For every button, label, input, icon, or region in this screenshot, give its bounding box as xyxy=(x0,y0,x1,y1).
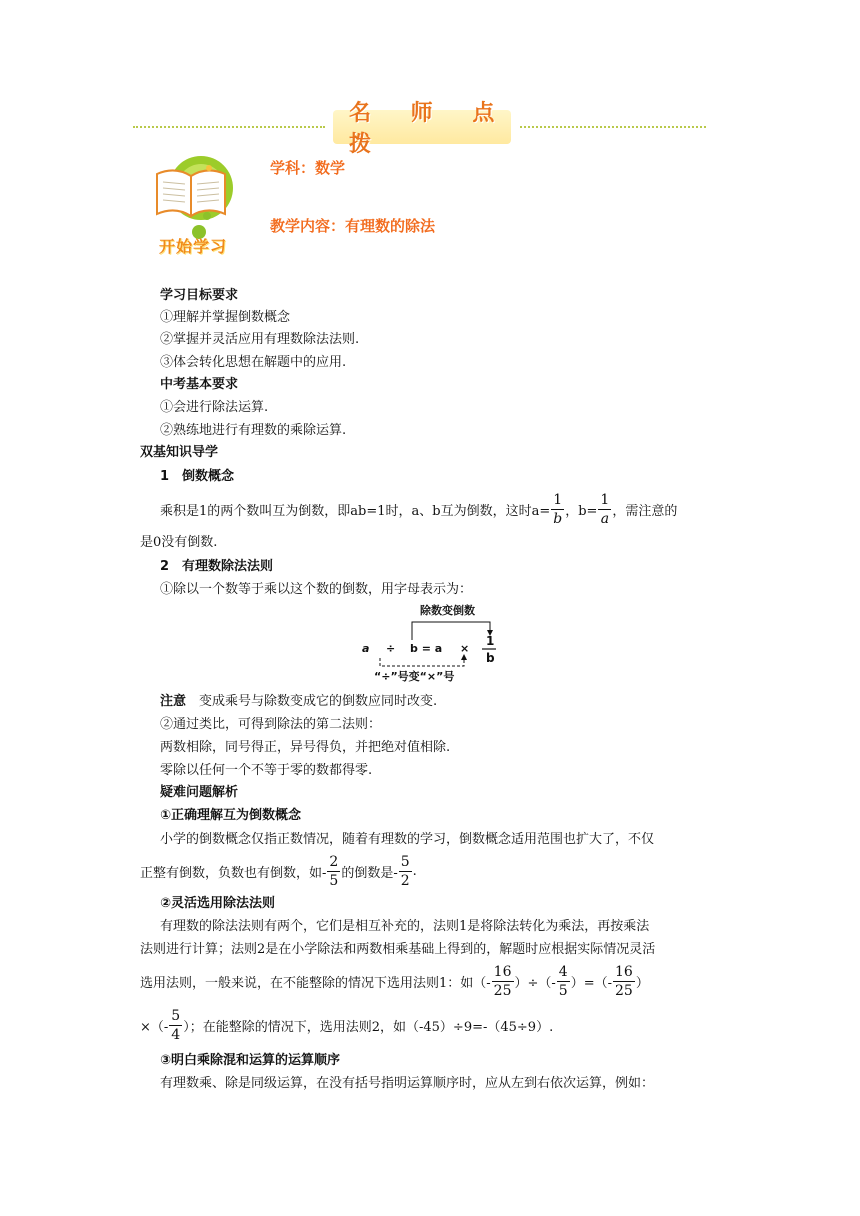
fraction-5-over-2 xyxy=(399,853,412,890)
fraction-16-over-25-b xyxy=(613,963,635,1000)
banner-title: 名 师 点 拨 xyxy=(349,101,511,157)
exam-item-2: ②熟练地进行有理数的乘除运算. xyxy=(160,423,347,438)
denominator: b xyxy=(553,510,563,527)
diagram-top-label: 除数变倒数 xyxy=(420,604,475,617)
numerator: 5 xyxy=(400,853,410,870)
exam-item-1: ①会进行除法运算. xyxy=(160,400,269,415)
numerator: 16 xyxy=(615,963,633,980)
diagram-a: a xyxy=(362,642,370,655)
denominator: a xyxy=(600,510,610,527)
diagram-num: 1 xyxy=(486,634,495,648)
fraction-16-over-25 xyxy=(492,963,514,1000)
section-1-heading: 1 倒数概念 xyxy=(160,469,235,484)
goal-item-3: ③体会转化思想在解题中的应用. xyxy=(160,355,347,370)
section-2-heading: 2 有理数除法法则 xyxy=(160,559,274,574)
p2-text-d: ） xyxy=(635,975,649,991)
knowledge-heading: 双基知识导学 xyxy=(140,445,219,460)
rule-1-line: ①除以一个数等于乘以这个数的倒数，用字母表示为： xyxy=(160,582,473,597)
note-line xyxy=(160,691,437,713)
rule-2-a: 两数相除，同号得正，异号得负，并把绝对值相除. xyxy=(160,740,451,755)
denominator: 2 xyxy=(400,872,410,889)
denominator: 4 xyxy=(171,1026,181,1043)
denominator: 5 xyxy=(558,982,568,999)
denominator: 5 xyxy=(329,872,339,889)
point-2-line-1: 有理数的除法法则有两个，它们是相互补充的，法则1是将除法转化为乘法，再按乘法 xyxy=(160,919,650,934)
point-1-line-2 xyxy=(140,850,417,892)
point-3-heading: ③明白乘除混和运算的运算顺序 xyxy=(160,1053,341,1068)
numerator: 4 xyxy=(558,963,568,980)
numerator: 1 xyxy=(553,491,563,508)
diagram-divide: ÷ xyxy=(386,642,396,655)
diagram-times: × xyxy=(460,642,470,655)
content-label: 教学内容：有理数的除法 xyxy=(270,217,436,235)
reciprocal-text-d: 是0没有倒数. xyxy=(140,535,218,550)
p2-text-c: ）=（- xyxy=(570,975,613,991)
goal-item-1: ①理解并掌握倒数概念 xyxy=(160,310,291,325)
fraction-2-over-5 xyxy=(327,853,340,890)
p2-text-a: 选用法则，一般来说，在不能整除的情况下选用法则1：如（- xyxy=(140,975,491,991)
right-dotted-rule xyxy=(520,126,706,128)
goal-item-2: ②掌握并灵活应用有理数除法法则. xyxy=(160,332,360,347)
logo-caption: 开始学习 xyxy=(159,237,228,256)
diagram-den: b xyxy=(486,651,495,665)
denominator: 25 xyxy=(615,982,633,999)
fraction-1-over-b xyxy=(551,491,564,528)
numerator: 1 xyxy=(600,491,610,508)
rule-2-intro: ②通过类比，可得到除法的第二法则： xyxy=(160,717,382,732)
exam-heading: 中考基本要求 xyxy=(160,377,239,392)
p2-text-f: ）；在能整除的情况下，选用法则2，如（-45）÷9=-（45÷9）. xyxy=(183,1019,554,1035)
p1-text-b: 的倒数是- xyxy=(341,865,398,881)
point-2-line-3 xyxy=(140,960,649,1002)
numerator: 2 xyxy=(329,853,339,870)
diagram-b-eq-a: b = a xyxy=(410,642,443,655)
point-2-heading: ②灵活选用除法法则 xyxy=(160,896,276,911)
division-diagram xyxy=(350,600,510,684)
p2-text-e: ×（- xyxy=(140,1019,169,1035)
fraction-5-over-4 xyxy=(169,1007,182,1044)
p1-text-c: . xyxy=(412,863,417,879)
p2-text-b: ）÷（- xyxy=(514,975,556,991)
numerator: 16 xyxy=(493,963,512,980)
left-dotted-rule xyxy=(133,126,325,128)
reciprocal-text-c: ，需注意的 xyxy=(612,503,678,519)
numerator: 5 xyxy=(171,1007,181,1024)
diagram-bottom-label: “÷”号变“×”号 xyxy=(374,670,455,683)
denominator: 25 xyxy=(493,982,512,999)
p1-text-a: 正整有倒数，负数也有倒数，如- xyxy=(140,865,327,881)
note-text: 变成乘号与除数变成它的倒数应同时改变. xyxy=(186,694,438,709)
note-label: 注意 xyxy=(160,694,187,709)
reciprocal-paragraph xyxy=(160,488,677,530)
fraction-4-over-5 xyxy=(557,963,570,1000)
point-2-line-4 xyxy=(140,1004,553,1046)
point-1-line-1: 小学的倒数概念仅指正数情况，随着有理数的学习，倒数概念适用范围也扩大了，不仅 xyxy=(160,832,655,847)
subject-label: 学科：数学 xyxy=(270,159,346,177)
logo xyxy=(143,152,253,260)
reciprocal-text-b: ，b= xyxy=(565,503,598,519)
fraction-1-over-a xyxy=(598,491,611,528)
point-2-line-2: 法则进行计算；法则2是在小学除法和两数相乘基础上得到的，解题时应根据实际情况灵活 xyxy=(140,942,656,957)
point-3-line-1: 有理数乘、除是同级运算，在没有括号指明运算顺序时，应从左到右依次运算，例如： xyxy=(160,1076,655,1091)
reciprocal-text-a: 乘积是1的两个数叫互为倒数，即ab=1时，a、b互为倒数，这时a= xyxy=(160,503,551,519)
banner xyxy=(333,101,511,157)
point-1-heading: ①正确理解互为倒数概念 xyxy=(160,808,302,823)
rule-2-b: 零除以任何一个不等于零的数都得零. xyxy=(160,763,373,778)
goals-heading: 学习目标要求 xyxy=(160,288,239,303)
difficulty-heading: 疑难问题解析 xyxy=(160,785,239,800)
